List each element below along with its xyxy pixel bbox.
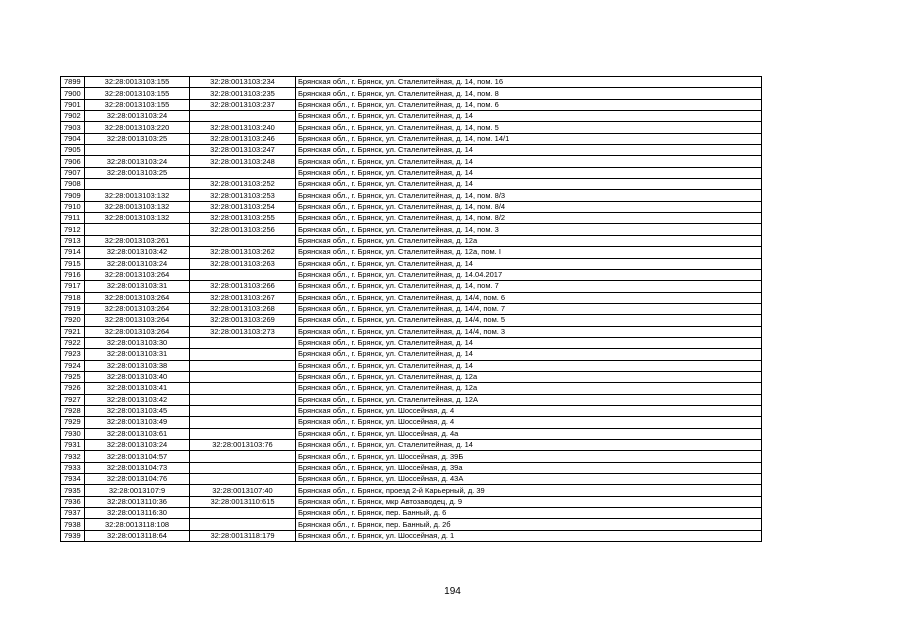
table-row xyxy=(61,440,762,451)
address-cell: Брянская обл., г. Брянск, ул. Сталелитейная, д. 14, пом. 8 xyxy=(296,88,762,99)
building-cadastral-number-cell xyxy=(190,349,296,360)
table-row xyxy=(61,122,762,133)
building-cadastral-number-cell: 32:28:0013103:235 xyxy=(190,88,296,99)
building-cadastral-number-cell: 32:28:0013103:247 xyxy=(190,145,296,156)
row-number-cell: 7899 xyxy=(61,77,85,88)
address-cell: Брянская обл., г. Брянск, ул. Шоссейная, д. 4 xyxy=(296,405,762,416)
table-row xyxy=(61,462,762,473)
row-number-cell: 7900 xyxy=(61,88,85,99)
row-number-cell: 7930 xyxy=(61,428,85,439)
table-row xyxy=(61,349,762,360)
building-cadastral-number-cell xyxy=(190,417,296,428)
row-number-cell: 7919 xyxy=(61,303,85,314)
row-number-cell: 7908 xyxy=(61,179,85,190)
cadastral-number-cell: 32:28:0013104:73 xyxy=(85,462,190,473)
cadastral-number-cell: 32:28:0013103:49 xyxy=(85,417,190,428)
cadastral-number-cell: 32:28:0013103:261 xyxy=(85,235,190,246)
row-number-cell: 7902 xyxy=(61,111,85,122)
row-number-cell: 7915 xyxy=(61,258,85,269)
row-number-cell: 7927 xyxy=(61,394,85,405)
address-cell: Брянская обл., г. Брянск, ул. Сталелитейная, д. 14, пом. 8/3 xyxy=(296,190,762,201)
address-cell: Брянская обл., г. Брянск, ул. Шоссейная, д. 4 xyxy=(296,417,762,428)
building-cadastral-number-cell: 32:28:0013103:269 xyxy=(190,315,296,326)
table-row xyxy=(61,235,762,246)
building-cadastral-number-cell xyxy=(190,383,296,394)
row-number-cell: 7903 xyxy=(61,122,85,133)
row-number-cell: 7933 xyxy=(61,462,85,473)
row-number-cell: 7924 xyxy=(61,360,85,371)
building-cadastral-number-cell: 32:28:0013103:240 xyxy=(190,122,296,133)
table-row xyxy=(61,167,762,178)
cadastral-number-cell: 32:28:0013103:42 xyxy=(85,394,190,405)
address-cell: Брянская обл., г. Брянск, ул. Сталелитейная, д. 14.04.2017 xyxy=(296,269,762,280)
table-row xyxy=(61,519,762,530)
table-row xyxy=(61,224,762,235)
building-cadastral-number-cell: 32:28:0013103:267 xyxy=(190,292,296,303)
building-cadastral-number-cell: 32:28:0013103:246 xyxy=(190,133,296,144)
cadastral-number-cell: 32:28:0013103:24 xyxy=(85,440,190,451)
cadastral-number-cell: 32:28:0013103:132 xyxy=(85,213,190,224)
cadastral-number-cell: 32:28:0013110:36 xyxy=(85,496,190,507)
address-cell: Брянская обл., г. Брянск, ул. Сталелитейная, д. 14 xyxy=(296,167,762,178)
row-number-cell: 7939 xyxy=(61,530,85,541)
cadastral-number-cell: 32:28:0013116:30 xyxy=(85,508,190,519)
table-row xyxy=(61,201,762,212)
building-cadastral-number-cell: 32:28:0013110:615 xyxy=(190,496,296,507)
table-row xyxy=(61,337,762,348)
address-cell: Брянская обл., г. Брянск, ул. Сталелитейная, д. 12А xyxy=(296,394,762,405)
building-cadastral-number-cell xyxy=(190,394,296,405)
table-row xyxy=(61,88,762,99)
cadastral-number-cell: 32:28:0013103:24 xyxy=(85,258,190,269)
table-row xyxy=(61,360,762,371)
address-cell: Брянская обл., г. Брянск, ул. Сталелитейная, д. 14/4, пом. 5 xyxy=(296,315,762,326)
address-cell: Брянская обл., г. Брянск, ул. Сталелитейная, д. 12а xyxy=(296,383,762,394)
table-row xyxy=(61,383,762,394)
address-cell: Брянская обл., г. Брянск, ул. Сталелитейная, д. 14, пом. 8/4 xyxy=(296,201,762,212)
table-row xyxy=(61,371,762,382)
cadastral-number-cell: 32:28:0013103:155 xyxy=(85,99,190,110)
cadastral-number-cell: 32:28:0013103:155 xyxy=(85,77,190,88)
row-number-cell: 7938 xyxy=(61,519,85,530)
table-row xyxy=(61,258,762,269)
building-cadastral-number-cell: 32:28:0013103:76 xyxy=(190,440,296,451)
cadastral-number-cell xyxy=(85,224,190,235)
table-row xyxy=(61,145,762,156)
address-cell: Брянская обл., г. Брянск, ул. Сталелитейная, д. 12а, пом. I xyxy=(296,247,762,258)
building-cadastral-number-cell: 32:28:0013107:40 xyxy=(190,485,296,496)
row-number-cell: 7920 xyxy=(61,315,85,326)
row-number-cell: 7910 xyxy=(61,201,85,212)
table-row xyxy=(61,269,762,280)
building-cadastral-number-cell xyxy=(190,519,296,530)
building-cadastral-number-cell: 32:28:0013103:266 xyxy=(190,281,296,292)
building-cadastral-number-cell: 32:28:0013103:234 xyxy=(190,77,296,88)
building-cadastral-number-cell xyxy=(190,474,296,485)
address-cell: Брянская обл., г. Брянск, ул. Сталелитейная, д. 14, пом. 3 xyxy=(296,224,762,235)
address-cell: Брянская обл., г. Брянск, ул. Сталелитейная, д. 14/4, пом. 6 xyxy=(296,292,762,303)
cadastral-number-cell: 32:28:0013103:24 xyxy=(85,156,190,167)
row-number-cell: 7935 xyxy=(61,485,85,496)
row-number-cell: 7914 xyxy=(61,247,85,258)
cadastral-number-cell: 32:28:0013118:108 xyxy=(85,519,190,530)
table-row xyxy=(61,133,762,144)
cadastral-number-cell: 32:28:0013103:132 xyxy=(85,190,190,201)
cadastral-number-cell: 32:28:0013103:264 xyxy=(85,315,190,326)
building-cadastral-number-cell xyxy=(190,405,296,416)
building-cadastral-number-cell xyxy=(190,508,296,519)
table-row xyxy=(61,326,762,337)
row-number-cell: 7936 xyxy=(61,496,85,507)
row-number-cell: 7928 xyxy=(61,405,85,416)
row-number-cell: 7923 xyxy=(61,349,85,360)
building-cadastral-number-cell: 32:28:0013103:256 xyxy=(190,224,296,235)
cadastral-number-cell: 32:28:0013103:31 xyxy=(85,349,190,360)
building-cadastral-number-cell xyxy=(190,269,296,280)
cadastral-number-cell: 32:28:0013118:64 xyxy=(85,530,190,541)
cadastral-number-cell: 32:28:0013103:30 xyxy=(85,337,190,348)
address-cell: Брянская обл., г. Брянск, ул. Сталелитейная, д. 12а xyxy=(296,371,762,382)
row-number-cell: 7934 xyxy=(61,474,85,485)
row-number-cell: 7904 xyxy=(61,133,85,144)
row-number-cell: 7932 xyxy=(61,451,85,462)
table-row xyxy=(61,303,762,314)
table-row xyxy=(61,508,762,519)
cadastral-number-cell: 32:28:0013104:76 xyxy=(85,474,190,485)
row-number-cell: 7901 xyxy=(61,99,85,110)
row-number-cell: 7911 xyxy=(61,213,85,224)
row-number-cell: 7916 xyxy=(61,269,85,280)
row-number-cell: 7913 xyxy=(61,235,85,246)
table-row xyxy=(61,111,762,122)
table-row xyxy=(61,405,762,416)
cadastral-number-cell: 32:28:0013103:41 xyxy=(85,383,190,394)
address-cell: Брянская обл., г. Брянск, ул. Сталелитейная, д. 14/4, пом. 7 xyxy=(296,303,762,314)
property-registry-table xyxy=(60,76,762,542)
table-row xyxy=(61,485,762,496)
row-number-cell: 7929 xyxy=(61,417,85,428)
address-cell: Брянская обл., г. Брянск, ул. Шоссейная, д. 39Б xyxy=(296,451,762,462)
building-cadastral-number-cell: 32:28:0013103:268 xyxy=(190,303,296,314)
cadastral-number-cell: 32:28:0013103:24 xyxy=(85,111,190,122)
table-row xyxy=(61,417,762,428)
address-cell: Брянская обл., г. Брянск, ул. Сталелитейная, д. 14 xyxy=(296,337,762,348)
address-cell: Брянская обл., г. Брянск, ул. Сталелитейная, д. 14, пом. 5 xyxy=(296,122,762,133)
building-cadastral-number-cell xyxy=(190,167,296,178)
building-cadastral-number-cell xyxy=(190,428,296,439)
table-row xyxy=(61,179,762,190)
table-row xyxy=(61,156,762,167)
address-cell: Брянская обл., г. Брянск, ул. Сталелитейная, д. 14 xyxy=(296,179,762,190)
cadastral-number-cell xyxy=(85,179,190,190)
row-number-cell: 7906 xyxy=(61,156,85,167)
address-cell: Брянская обл., г. Брянск, ул. Сталелитейная, д. 14, пом. 8/2 xyxy=(296,213,762,224)
building-cadastral-number-cell: 32:28:0013103:273 xyxy=(190,326,296,337)
building-cadastral-number-cell: 32:28:0013103:254 xyxy=(190,201,296,212)
registry-table-body xyxy=(61,77,762,542)
address-cell: Брянская обл., г. Брянск, ул. Сталелитейная, д. 14, пом. 6 xyxy=(296,99,762,110)
cadastral-number-cell: 32:28:0013103:264 xyxy=(85,269,190,280)
building-cadastral-number-cell xyxy=(190,371,296,382)
address-cell: Брянская обл., г. Брянск, ул. Шоссейная, д. 4а xyxy=(296,428,762,439)
table-row xyxy=(61,77,762,88)
cadastral-number-cell: 32:28:0013103:155 xyxy=(85,88,190,99)
row-number-cell: 7917 xyxy=(61,281,85,292)
building-cadastral-number-cell: 32:28:0013118:179 xyxy=(190,530,296,541)
address-cell: Брянская обл., г. Брянск, ул. Сталелитейная, д. 14 xyxy=(296,156,762,167)
address-cell: Брянская обл., г. Брянск, ул. Сталелитейная, д. 14/4, пом. 3 xyxy=(296,326,762,337)
row-number-cell: 7909 xyxy=(61,190,85,201)
cadastral-number-cell: 32:28:0013103:132 xyxy=(85,201,190,212)
building-cadastral-number-cell: 32:28:0013103:255 xyxy=(190,213,296,224)
row-number-cell: 7918 xyxy=(61,292,85,303)
cadastral-number-cell: 32:28:0013103:25 xyxy=(85,133,190,144)
cadastral-number-cell: 32:28:0013107:9 xyxy=(85,485,190,496)
cadastral-number-cell: 32:28:0013103:38 xyxy=(85,360,190,371)
table-row xyxy=(61,394,762,405)
cadastral-number-cell: 32:28:0013103:264 xyxy=(85,292,190,303)
building-cadastral-number-cell xyxy=(190,451,296,462)
address-cell: Брянская обл., г. Брянск, пер. Банный, д. 2б xyxy=(296,519,762,530)
row-number-cell: 7907 xyxy=(61,167,85,178)
row-number-cell: 7937 xyxy=(61,508,85,519)
cadastral-number-cell: 32:28:0013103:264 xyxy=(85,326,190,337)
cadastral-number-cell: 32:28:0013103:25 xyxy=(85,167,190,178)
address-cell: Брянская обл., г. Брянск, ул. Сталелитейная, д. 14, пом. 7 xyxy=(296,281,762,292)
building-cadastral-number-cell: 32:28:0013103:253 xyxy=(190,190,296,201)
table-row xyxy=(61,190,762,201)
cadastral-number-cell: 32:28:0013103:40 xyxy=(85,371,190,382)
table-row xyxy=(61,315,762,326)
cadastral-number-cell: 32:28:0013103:42 xyxy=(85,247,190,258)
building-cadastral-number-cell: 32:28:0013103:262 xyxy=(190,247,296,258)
address-cell: Брянская обл., г. Брянск, ул. Сталелитейная, д. 14, пом. 14/1 xyxy=(296,133,762,144)
cadastral-number-cell: 32:28:0013104:57 xyxy=(85,451,190,462)
row-number-cell: 7912 xyxy=(61,224,85,235)
address-cell: Брянская обл., г. Брянск, ул. Сталелитейная, д. 14 xyxy=(296,349,762,360)
building-cadastral-number-cell xyxy=(190,462,296,473)
address-cell: Брянская обл., г. Брянск, ул. Сталелитейная, д. 12а xyxy=(296,235,762,246)
address-cell: Брянская обл., г. Брянск, ул. Шоссейная, д. 39а xyxy=(296,462,762,473)
table-row xyxy=(61,496,762,507)
building-cadastral-number-cell xyxy=(190,337,296,348)
address-cell: Брянская обл., г. Брянск, ул. Сталелитейная, д. 14 xyxy=(296,145,762,156)
table-row xyxy=(61,213,762,224)
address-cell: Брянская обл., г. Брянск, мкр Автозаводец, д. 9 xyxy=(296,496,762,507)
table-row xyxy=(61,99,762,110)
cadastral-number-cell: 32:28:0013103:220 xyxy=(85,122,190,133)
cadastral-number-cell: 32:28:0013103:61 xyxy=(85,428,190,439)
row-number-cell: 7922 xyxy=(61,337,85,348)
building-cadastral-number-cell: 32:28:0013103:252 xyxy=(190,179,296,190)
address-cell: Брянская обл., г. Брянск, ул. Сталелитейная, д. 14 xyxy=(296,440,762,451)
table-row xyxy=(61,451,762,462)
table-row xyxy=(61,474,762,485)
address-cell: Брянская обл., г. Брянск, ул. Сталелитейная, д. 14 xyxy=(296,360,762,371)
address-cell: Брянская обл., г. Брянск, ул. Сталелитейная, д. 14, пом. 16 xyxy=(296,77,762,88)
building-cadastral-number-cell xyxy=(190,235,296,246)
address-cell: Брянская обл., г. Брянск, ул. Сталелитейная, д. 14 xyxy=(296,258,762,269)
building-cadastral-number-cell xyxy=(190,111,296,122)
building-cadastral-number-cell: 32:28:0013103:263 xyxy=(190,258,296,269)
page-number: 194 xyxy=(444,586,461,597)
cadastral-number-cell xyxy=(85,145,190,156)
address-cell: Брянская обл., г. Брянск, ул. Сталелитейная, д. 14 xyxy=(296,111,762,122)
building-cadastral-number-cell xyxy=(190,360,296,371)
address-cell: Брянская обл., г. Брянск, ул. Шоссейная, д. 43А xyxy=(296,474,762,485)
row-number-cell: 7926 xyxy=(61,383,85,394)
row-number-cell: 7925 xyxy=(61,371,85,382)
cadastral-number-cell: 32:28:0013103:31 xyxy=(85,281,190,292)
table-row xyxy=(61,247,762,258)
row-number-cell: 7931 xyxy=(61,440,85,451)
address-cell: Брянская обл., г. Брянск, проезд 2-й Карьерный, д. 39 xyxy=(296,485,762,496)
cadastral-number-cell: 32:28:0013103:45 xyxy=(85,405,190,416)
row-number-cell: 7905 xyxy=(61,145,85,156)
building-cadastral-number-cell: 32:28:0013103:248 xyxy=(190,156,296,167)
address-cell: Брянская обл., г. Брянск, ул. Шоссейная, д. 1 xyxy=(296,530,762,541)
row-number-cell: 7921 xyxy=(61,326,85,337)
building-cadastral-number-cell: 32:28:0013103:237 xyxy=(190,99,296,110)
table-row xyxy=(61,428,762,439)
table-row xyxy=(61,292,762,303)
table-row xyxy=(61,281,762,292)
cadastral-number-cell: 32:28:0013103:264 xyxy=(85,303,190,314)
address-cell: Брянская обл., г. Брянск, пер. Банный, д. 6 xyxy=(296,508,762,519)
table-row xyxy=(61,530,762,541)
